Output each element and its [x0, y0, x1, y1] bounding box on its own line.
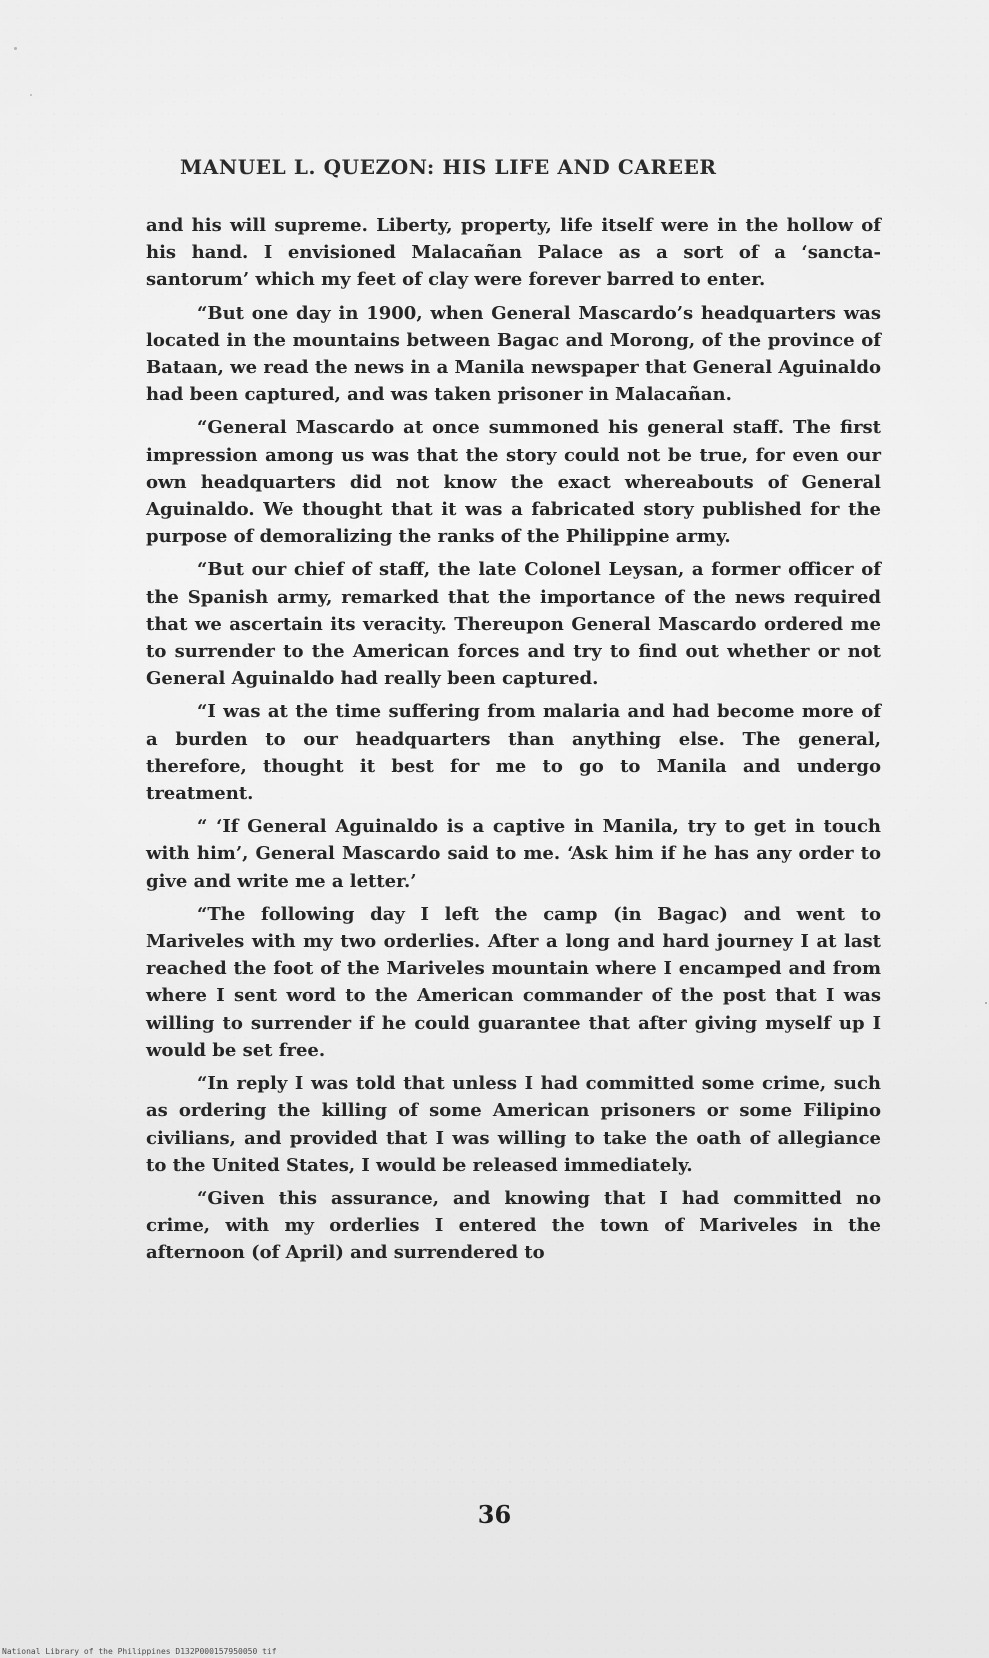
paragraph: “I was at the time suffering from malaria and had become more of a burden to our headquarters than anything else. The general, therefore, thought it best for me to go to Manila and undergo treatment.: [146, 701, 881, 805]
scan-speck: [30, 94, 32, 96]
paragraph: “But our chief of staff, the late Colonel Leysan, a former officer of the Spanish army, remarked that the importance of the news required that we ascertain its veracity. Thereupon General Mascardo ordered me to surrender to the American forces and try to find out whether or not General Aguinaldo had really been captured.: [146, 559, 881, 690]
running-header: MANUEL L. QUEZON: HIS LIFE AND CAREER: [180, 155, 717, 179]
body-text: [146, 212, 881, 1267]
paragraph: “General Mascardo at once summoned his general staff. The first impression among us was that the story could not be true, for even our own headquarters did not know the exact whereabouts of General Aguinaldo. We thought that it was a fabricated story published for the purpose of demoralizing the ranks of the Philippine army.: [146, 417, 881, 548]
scan-speck: [14, 47, 17, 50]
page-number: 36: [477, 1500, 512, 1529]
paragraph: “But one day in 1900, when General Mascardo’s headquarters was located in the mountains between Bagac and Morong, of the province of Bataan, we read the news in a Manila newspaper that General Aguinaldo had been captured, and was taken prisoner in Malacañan.: [146, 302, 881, 406]
source-footer: National Library of the Philippines D132P000157950050 tif: [2, 1647, 277, 1656]
paragraph: “The following day I left the camp (in Bagac) and went to Mariveles with my two orderlies. After a long and hard journey I at last reached the foot of the Mariveles mountain where I encamped and from where I sent word to the American commander of the post that I was willing to surrender if he could guarantee that after giving myself up I would be set free.: [146, 903, 881, 1061]
paragraph: “In reply I was told that unless I had committed some crime, such as ordering the killing of some American prisoners or some Filipino civilians, and provided that I was willing to take the oath of allegiance to the United States, I would be released immediately.: [146, 1073, 881, 1176]
scan-speck: [985, 1002, 987, 1004]
paragraph: “ ‘If General Aguinaldo is a captive in Manila, try to get in touch with him’, General Mascardo said to me. ‘Ask him if he has any order to give and write me a letter.’: [146, 816, 881, 892]
paragraph: “Given this assurance, and knowing that I had committed no crime, with my orderlies I entered the town of Mariveles in the afternoon (of April) and surrendered to: [146, 1187, 881, 1264]
paragraph: and his will supreme. Liberty, property, life itself were in the hollow of his hand. I envisioned Malacañan Palace as a sort of a ‘sancta-santorum’ which my feet of clay were forever barred to enter.: [146, 215, 881, 291]
